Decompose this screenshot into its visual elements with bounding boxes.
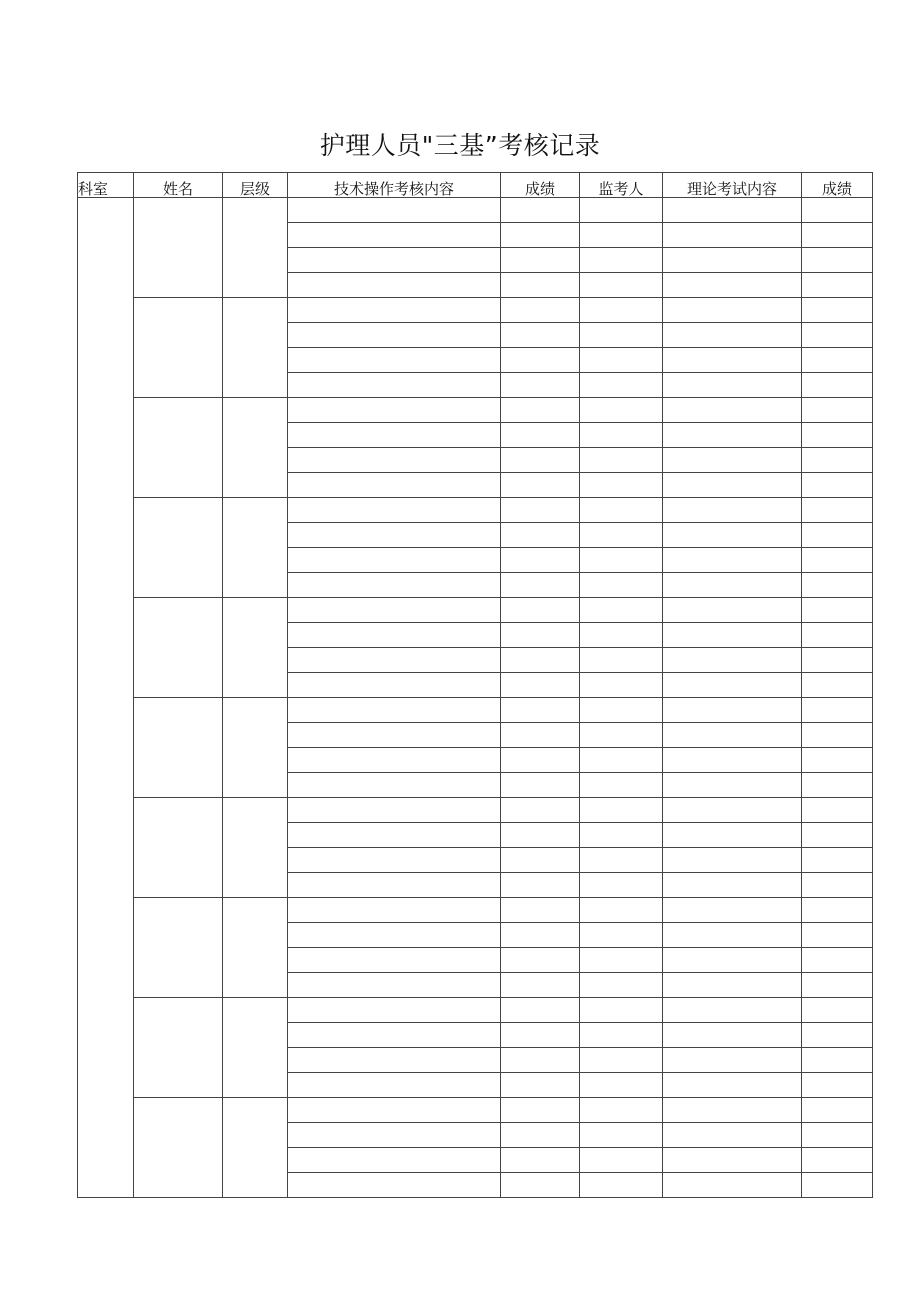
skill-content-cell[interactable]	[288, 1173, 501, 1198]
skill-content-cell[interactable]	[288, 673, 501, 698]
examiner-cell[interactable]	[580, 1073, 663, 1098]
examiner-cell[interactable]	[580, 348, 663, 373]
skill-score-cell[interactable]	[501, 198, 580, 223]
theory-score-cell[interactable]	[802, 873, 873, 898]
theory-score-cell[interactable]	[802, 1098, 873, 1123]
theory-score-cell[interactable]	[802, 798, 873, 823]
skill-score-cell[interactable]	[501, 973, 580, 998]
theory-content-cell[interactable]	[663, 373, 802, 398]
skill-content-cell[interactable]	[288, 873, 501, 898]
skill-score-cell[interactable]	[501, 448, 580, 473]
level-cell[interactable]	[223, 498, 288, 598]
skill-content-cell[interactable]	[288, 923, 501, 948]
skill-content-cell[interactable]	[288, 823, 501, 848]
skill-score-cell[interactable]	[501, 423, 580, 448]
skill-content-cell[interactable]	[288, 573, 501, 598]
examiner-cell[interactable]	[580, 498, 663, 523]
theory-content-cell[interactable]	[663, 498, 802, 523]
skill-score-cell[interactable]	[501, 473, 580, 498]
theory-score-cell[interactable]	[802, 748, 873, 773]
name-cell[interactable]	[134, 598, 223, 698]
examiner-cell[interactable]	[580, 298, 663, 323]
theory-content-cell[interactable]	[663, 823, 802, 848]
theory-content-cell[interactable]	[663, 248, 802, 273]
theory-content-cell[interactable]	[663, 198, 802, 223]
theory-score-cell[interactable]	[802, 448, 873, 473]
name-cell[interactable]	[134, 998, 223, 1098]
skill-content-cell[interactable]	[288, 723, 501, 748]
skill-score-cell[interactable]	[501, 223, 580, 248]
theory-content-cell[interactable]	[663, 923, 802, 948]
skill-content-cell[interactable]	[288, 1123, 501, 1148]
theory-score-cell[interactable]	[802, 498, 873, 523]
skill-score-cell[interactable]	[501, 748, 580, 773]
theory-score-cell[interactable]	[802, 198, 873, 223]
skill-content-cell[interactable]	[288, 373, 501, 398]
theory-content-cell[interactable]	[663, 548, 802, 573]
examiner-cell[interactable]	[580, 848, 663, 873]
theory-score-cell[interactable]	[802, 1048, 873, 1073]
examiner-cell[interactable]	[580, 423, 663, 448]
header-level: 层级	[223, 173, 288, 198]
level-cell[interactable]	[223, 798, 288, 898]
skill-content-cell[interactable]	[288, 898, 501, 923]
theory-content-cell[interactable]	[663, 1023, 802, 1048]
theory-content-cell[interactable]	[663, 273, 802, 298]
theory-content-cell[interactable]	[663, 648, 802, 673]
skill-content-cell[interactable]	[288, 548, 501, 573]
skill-content-cell[interactable]	[288, 1098, 501, 1123]
skill-score-cell[interactable]	[501, 1123, 580, 1148]
header-row	[78, 173, 873, 198]
table-row	[78, 898, 873, 923]
skill-score-cell[interactable]	[501, 623, 580, 648]
skill-score-cell[interactable]	[501, 348, 580, 373]
examiner-cell[interactable]	[580, 923, 663, 948]
skill-score-cell[interactable]	[501, 898, 580, 923]
skill-content-cell[interactable]	[288, 348, 501, 373]
theory-score-cell[interactable]	[802, 1073, 873, 1098]
skill-content-cell[interactable]	[288, 1148, 501, 1173]
theory-content-cell[interactable]	[663, 998, 802, 1023]
theory-score-cell[interactable]	[802, 998, 873, 1023]
examiner-cell[interactable]	[580, 1123, 663, 1148]
theory-content-cell[interactable]	[663, 873, 802, 898]
skill-score-cell[interactable]	[501, 848, 580, 873]
level-cell[interactable]	[223, 198, 288, 298]
theory-score-cell[interactable]	[802, 923, 873, 948]
record-body	[78, 198, 873, 1198]
skill-content-cell[interactable]	[288, 498, 501, 523]
skill-content-cell[interactable]	[288, 848, 501, 873]
theory-content-cell[interactable]	[663, 673, 802, 698]
name-cell[interactable]	[134, 1098, 223, 1198]
examiner-cell[interactable]	[580, 1148, 663, 1173]
theory-content-cell[interactable]	[663, 723, 802, 748]
skill-score-cell[interactable]	[501, 1173, 580, 1198]
skill-content-cell[interactable]	[288, 798, 501, 823]
skill-content-cell[interactable]	[288, 448, 501, 473]
name-cell[interactable]	[134, 298, 223, 398]
examiner-cell[interactable]	[580, 1023, 663, 1048]
skill-content-cell[interactable]	[288, 648, 501, 673]
skill-content-cell[interactable]	[288, 423, 501, 448]
examiner-cell[interactable]	[580, 548, 663, 573]
skill-content-cell[interactable]	[288, 748, 501, 773]
theory-content-cell[interactable]	[663, 323, 802, 348]
skill-score-cell[interactable]	[501, 373, 580, 398]
skill-score-cell[interactable]	[501, 698, 580, 723]
level-cell[interactable]	[223, 398, 288, 498]
skill-score-cell[interactable]	[501, 1048, 580, 1073]
header-department: 科室	[78, 173, 134, 198]
examiner-cell[interactable]	[580, 1173, 663, 1198]
examiner-cell[interactable]	[580, 323, 663, 348]
theory-score-cell[interactable]	[802, 523, 873, 548]
name-cell[interactable]	[134, 498, 223, 598]
skill-score-cell[interactable]	[501, 773, 580, 798]
skill-score-cell[interactable]	[501, 523, 580, 548]
examiner-cell[interactable]	[580, 798, 663, 823]
theory-content-cell[interactable]	[663, 1123, 802, 1148]
skill-score-cell[interactable]	[501, 998, 580, 1023]
skill-content-cell[interactable]	[288, 773, 501, 798]
skill-score-cell[interactable]	[501, 398, 580, 423]
theory-score-cell[interactable]	[802, 323, 873, 348]
skill-content-cell[interactable]	[288, 698, 501, 723]
examiner-cell[interactable]	[580, 1098, 663, 1123]
theory-score-cell[interactable]	[802, 398, 873, 423]
skill-score-cell[interactable]	[501, 1148, 580, 1173]
theory-content-cell[interactable]	[663, 448, 802, 473]
skill-content-cell[interactable]	[288, 323, 501, 348]
skill-score-cell[interactable]	[501, 248, 580, 273]
table-row	[78, 398, 873, 423]
examiner-cell[interactable]	[580, 448, 663, 473]
skill-score-cell[interactable]	[501, 598, 580, 623]
header-theory-content: 理论考试内容	[663, 173, 802, 198]
theory-score-cell[interactable]	[802, 273, 873, 298]
examiner-cell[interactable]	[580, 248, 663, 273]
theory-score-cell[interactable]	[802, 723, 873, 748]
skill-score-cell[interactable]	[501, 723, 580, 748]
theory-score-cell[interactable]	[802, 548, 873, 573]
name-cell[interactable]	[134, 698, 223, 798]
table-row	[78, 1098, 873, 1123]
skill-content-cell[interactable]	[288, 523, 501, 548]
examiner-cell[interactable]	[580, 198, 663, 223]
table-row	[78, 198, 873, 223]
theory-content-cell[interactable]	[663, 948, 802, 973]
theory-content-cell[interactable]	[663, 423, 802, 448]
name-cell[interactable]	[134, 898, 223, 998]
theory-score-cell[interactable]	[802, 1123, 873, 1148]
theory-score-cell[interactable]	[802, 298, 873, 323]
skill-content-cell[interactable]	[288, 273, 501, 298]
table-row	[78, 298, 873, 323]
skill-score-cell[interactable]	[501, 648, 580, 673]
theory-score-cell[interactable]	[802, 773, 873, 798]
skill-content-cell[interactable]	[288, 598, 501, 623]
examiner-cell[interactable]	[580, 573, 663, 598]
examiner-cell[interactable]	[580, 998, 663, 1023]
skill-content-cell[interactable]	[288, 298, 501, 323]
theory-score-cell[interactable]	[802, 248, 873, 273]
examiner-cell[interactable]	[580, 748, 663, 773]
table-row	[78, 698, 873, 723]
name-cell[interactable]	[134, 198, 223, 298]
skill-content-cell[interactable]	[288, 623, 501, 648]
skill-content-cell[interactable]	[288, 1023, 501, 1048]
theory-content-cell[interactable]	[663, 223, 802, 248]
theory-content-cell[interactable]	[663, 398, 802, 423]
examiner-cell[interactable]	[580, 523, 663, 548]
theory-content-cell[interactable]	[663, 573, 802, 598]
skill-score-cell[interactable]	[501, 573, 580, 598]
examiner-cell[interactable]	[580, 973, 663, 998]
skill-score-cell[interactable]	[501, 323, 580, 348]
skill-score-cell[interactable]	[501, 1023, 580, 1048]
theory-score-cell[interactable]	[802, 848, 873, 873]
header-name: 姓名	[134, 173, 223, 198]
theory-content-cell[interactable]	[663, 1148, 802, 1173]
theory-content-cell[interactable]	[663, 798, 802, 823]
header-examiner: 监考人	[580, 173, 663, 198]
skill-score-cell[interactable]	[501, 873, 580, 898]
theory-content-cell[interactable]	[663, 848, 802, 873]
theory-content-cell[interactable]	[663, 973, 802, 998]
theory-content-cell[interactable]	[663, 473, 802, 498]
level-cell[interactable]	[223, 698, 288, 798]
level-cell[interactable]	[223, 998, 288, 1098]
skill-score-cell[interactable]	[501, 498, 580, 523]
theory-content-cell[interactable]	[663, 1048, 802, 1073]
assessment-record-table	[77, 172, 873, 1198]
examiner-cell[interactable]	[580, 723, 663, 748]
examiner-cell[interactable]	[580, 273, 663, 298]
examiner-cell[interactable]	[580, 948, 663, 973]
skill-content-cell[interactable]	[288, 473, 501, 498]
theory-score-cell[interactable]	[802, 573, 873, 598]
theory-score-cell[interactable]	[802, 673, 873, 698]
skill-score-cell[interactable]	[501, 1098, 580, 1123]
theory-score-cell[interactable]	[802, 423, 873, 448]
theory-score-cell[interactable]	[802, 648, 873, 673]
skill-content-cell[interactable]	[288, 948, 501, 973]
theory-score-cell[interactable]	[802, 1023, 873, 1048]
theory-content-cell[interactable]	[663, 773, 802, 798]
level-cell[interactable]	[223, 298, 288, 398]
skill-content-cell[interactable]	[288, 1073, 501, 1098]
level-cell[interactable]	[223, 1098, 288, 1198]
skill-content-cell[interactable]	[288, 973, 501, 998]
theory-content-cell[interactable]	[663, 748, 802, 773]
theory-content-cell[interactable]	[663, 623, 802, 648]
theory-score-cell[interactable]	[802, 1173, 873, 1198]
department-cell[interactable]	[78, 198, 134, 1198]
theory-score-cell[interactable]	[802, 348, 873, 373]
examiner-cell[interactable]	[580, 673, 663, 698]
theory-content-cell[interactable]	[663, 898, 802, 923]
skill-score-cell[interactable]	[501, 273, 580, 298]
theory-content-cell[interactable]	[663, 1098, 802, 1123]
examiner-cell[interactable]	[580, 598, 663, 623]
skill-content-cell[interactable]	[288, 998, 501, 1023]
theory-score-cell[interactable]	[802, 823, 873, 848]
skill-content-cell[interactable]	[288, 1048, 501, 1073]
theory-score-cell[interactable]	[802, 973, 873, 998]
theory-content-cell[interactable]	[663, 1073, 802, 1098]
theory-score-cell[interactable]	[802, 698, 873, 723]
theory-score-cell[interactable]	[802, 223, 873, 248]
theory-content-cell[interactable]	[663, 1173, 802, 1198]
level-cell[interactable]	[223, 898, 288, 998]
theory-score-cell[interactable]	[802, 898, 873, 923]
examiner-cell[interactable]	[580, 398, 663, 423]
theory-score-cell[interactable]	[802, 598, 873, 623]
examiner-cell[interactable]	[580, 773, 663, 798]
skill-score-cell[interactable]	[501, 923, 580, 948]
theory-content-cell[interactable]	[663, 598, 802, 623]
examiner-cell[interactable]	[580, 473, 663, 498]
theory-score-cell[interactable]	[802, 1148, 873, 1173]
skill-score-cell[interactable]	[501, 948, 580, 973]
examiner-cell[interactable]	[580, 373, 663, 398]
skill-score-cell[interactable]	[501, 1073, 580, 1098]
skill-score-cell[interactable]	[501, 673, 580, 698]
skill-score-cell[interactable]	[501, 798, 580, 823]
examiner-cell[interactable]	[580, 1048, 663, 1073]
examiner-cell[interactable]	[580, 898, 663, 923]
theory-content-cell[interactable]	[663, 348, 802, 373]
skill-content-cell[interactable]	[288, 198, 501, 223]
skill-score-cell[interactable]	[501, 298, 580, 323]
table-row	[78, 798, 873, 823]
page-title: 护理人员"三基”考核记录	[319, 131, 601, 160]
table-row	[78, 598, 873, 623]
skill-content-cell[interactable]	[288, 248, 501, 273]
examiner-cell[interactable]	[580, 623, 663, 648]
header-skill-score: 成绩	[501, 173, 580, 198]
theory-score-cell[interactable]	[802, 948, 873, 973]
level-cell[interactable]	[223, 598, 288, 698]
table-row	[78, 498, 873, 523]
theory-score-cell[interactable]	[802, 373, 873, 398]
theory-content-cell[interactable]	[663, 698, 802, 723]
name-cell[interactable]	[134, 398, 223, 498]
theory-score-cell[interactable]	[802, 623, 873, 648]
examiner-cell[interactable]	[580, 223, 663, 248]
name-cell[interactable]	[134, 798, 223, 898]
header-theory-score: 成绩	[802, 173, 873, 198]
skill-content-cell[interactable]	[288, 223, 501, 248]
theory-score-cell[interactable]	[802, 473, 873, 498]
header-skill-content: 技术操作考核内容	[288, 173, 501, 198]
examiner-cell[interactable]	[580, 823, 663, 848]
theory-content-cell[interactable]	[663, 298, 802, 323]
skill-score-cell[interactable]	[501, 823, 580, 848]
examiner-cell[interactable]	[580, 873, 663, 898]
examiner-cell[interactable]	[580, 698, 663, 723]
skill-content-cell[interactable]	[288, 398, 501, 423]
examiner-cell[interactable]	[580, 648, 663, 673]
table-row	[78, 998, 873, 1023]
theory-content-cell[interactable]	[663, 523, 802, 548]
skill-score-cell[interactable]	[501, 548, 580, 573]
